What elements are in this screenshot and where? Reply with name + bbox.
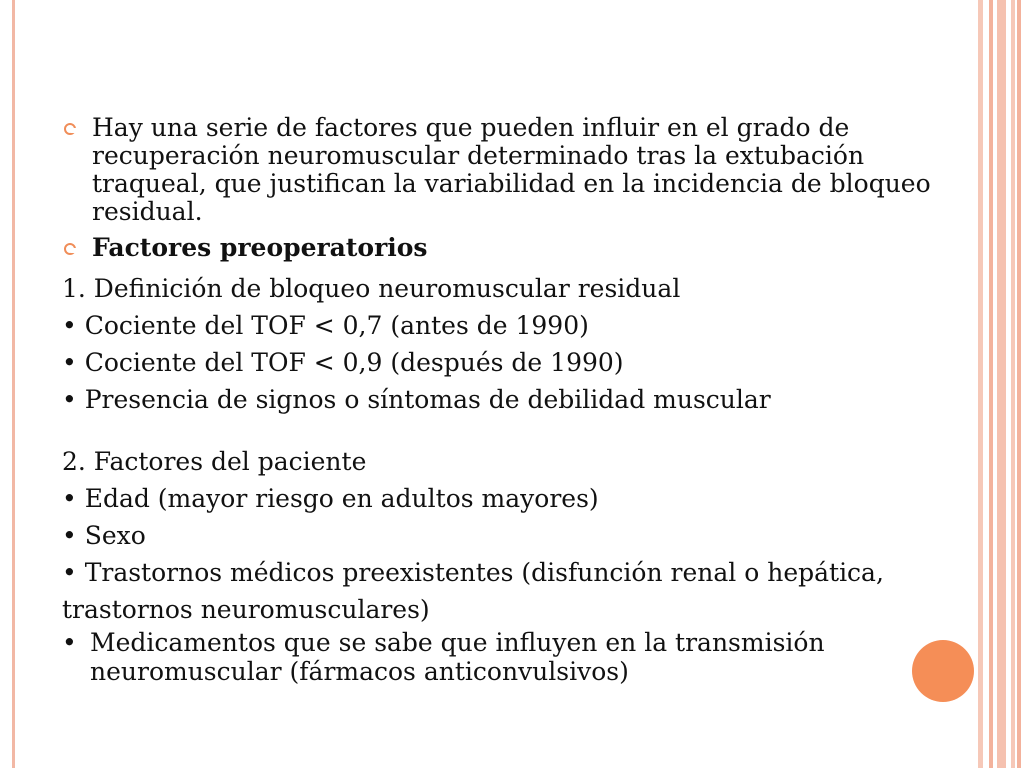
heading-text: Factores preoperatorios [92, 233, 428, 262]
list-item [62, 628, 962, 686]
list-item-text: Medicamentos que se sabe que influyen en la transmisión neuromuscular (fármacos anticonvulsivos) [90, 628, 825, 686]
slide-content [62, 114, 962, 686]
slide-frame-left [12, 0, 15, 768]
list-item: • Edad (mayor riesgo en adultos mayores) [62, 484, 599, 513]
slide-frame-right-stripe [1017, 0, 1021, 768]
list-item: • Sexo [62, 521, 146, 550]
list-item: • Presencia de signos o síntomas de debilidad muscular [62, 385, 771, 414]
slide-frame-right-stripe [978, 0, 983, 768]
list-item-continuation: trastornos neuromusculares) [62, 595, 430, 624]
section2-title: 2. Factores del paciente [62, 447, 367, 476]
section-heading [62, 234, 962, 262]
bullet-dot: • [62, 628, 77, 657]
list-item: • Cociente del TOF < 0,9 (después de 1990) [62, 348, 624, 377]
ring-bullet-icon [64, 123, 76, 135]
list-item: • Trastornos médicos preexistentes (disfunción renal o hepática, [62, 558, 884, 587]
list-item: • Cociente del TOF < 0,7 (antes de 1990) [62, 311, 589, 340]
slide-frame-right-stripe [1011, 0, 1015, 768]
ring-bullet-icon [64, 243, 76, 255]
slide-frame-right-stripe [997, 0, 1006, 768]
slide-frame-right-stripe [989, 0, 993, 768]
intro-paragraph [62, 114, 962, 226]
section1-title: 1. Definición de bloqueo neuromuscular residual [62, 274, 681, 303]
intro-text: Hay una serie de factores que pueden influir en el grado de recuperación neuromuscular determinado tras la extubación traqueal, que justifican la variabilidad en la incidencia de bloqueo residual. [92, 113, 931, 226]
